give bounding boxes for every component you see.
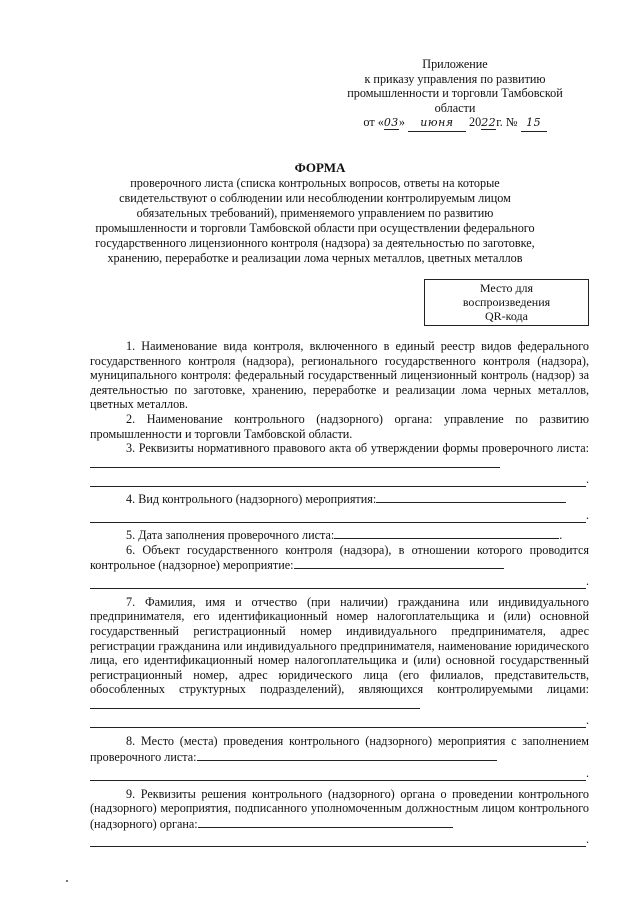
appendix-line: Приложение bbox=[422, 57, 488, 71]
qr-code-placeholder: Место для воспроизведения QR-кода bbox=[424, 279, 589, 326]
appendix-date: от «03» июня 2022г. № 15 bbox=[330, 115, 580, 132]
appendix-line: области bbox=[434, 100, 476, 115]
item-9-field[interactable] bbox=[198, 816, 453, 828]
item-1: 1. Наименование вида контроля, включенного в единый реестр видов федерального государственного контроля (надзора), регионального государственного контроля (надзора), муниципального контроля: федеральный государственный лицензионный контроль (надзор) за деятельностью по заготовке, хранению, переработке и реализации лома черных металлов, цветных металлов. bbox=[90, 339, 589, 412]
item-5-field[interactable] bbox=[334, 527, 559, 539]
item-4-field-line[interactable] bbox=[90, 508, 586, 523]
item-6-field-line[interactable] bbox=[90, 574, 586, 589]
item-5: 5. Дата заполнения проверочного листа: . bbox=[126, 527, 563, 542]
form-title: ФОРМА bbox=[294, 160, 346, 175]
item-4: 4. Вид контрольного (надзорного) мероприятия: bbox=[90, 491, 589, 507]
item-6-field[interactable] bbox=[294, 557, 504, 569]
item-2: 2. Наименование контрольного (надзорного) органа: управление по развитию промышленности и торговли Тамбовской области. bbox=[90, 411, 589, 441]
form-subtitle: проверочного листа (списка контрольных вопросов, ответы на которые свидетельствуют о соблюдении или несоблюдении контролируемым лицом обязательных требований), применяемого управлением по развитию промышленности и торговли Тамбовской области при осуществлении федерального государственного лицензионного контроля (надзора) за деятельностью по заготовке, хранению, переработке и реализации лома черных металлов, цветных металлов bbox=[95, 176, 535, 265]
form-body: 1. Наименование вида контроля, включенного в единый реестр видов федерального государственного контроля (надзора), регионального государственного контроля (надзора), муниципального контроля: федеральный государственный лицензионный контроль (надзор) за деятельностью по заготовке, хранению, переработке и реализации лома черных металлов, цветных металлов. 2. Наименование контрольного (надзорного) органа: управление по развитию промышленности и торговли Тамбовской области. 3. Реквизиты нормативного правового акта об утверждении формы проверочного листа: . 4. Вид контрольного (надзорного) мероприятия: . 5. Дата заполнения проверочного листа: . 6. Объект государственного контроля (надзора), в отношении которого проводится контрольное (надзорное) мероприятие: . 7. Фамилия, имя и отчество (при наличии) гражданина или индивидуального предпринимателя, его идентификационный номер налогоплательщика и (или) основной государственный регистрационный номер индивидуального предпринимателя, адрес регистрации гражданина или индивидуального предпринимателя, наименование юридического лица, его идентификационный номер налогоплательщика и (или) основной государственный регистрационный номер, адрес юридического лица (его филиалов, представительств, обособленных структурных подразделений), являющихся контролируемыми лицами: . 8. Место (места) проведения контрольного (надзорного) мероприятия с заполнением проверочного листа: . 9. Реквизиты решения контрольного (надзорного) органа о проведении контрольного (надзорного) мероприятия, подписанного уполномоченным должностным лицом контрольного (надзорного) органа: . bbox=[90, 339, 589, 847]
item-6: 6. Объект государственного контроля (надзора), в отношении которого проводится контрольное (надзорное) мероприятие: bbox=[90, 542, 589, 573]
item-8-field[interactable] bbox=[197, 749, 497, 761]
item-9-field-line[interactable] bbox=[90, 832, 586, 847]
item-3-field[interactable] bbox=[90, 456, 500, 468]
item-4-field[interactable] bbox=[376, 491, 566, 503]
date-day: 03 bbox=[383, 116, 399, 129]
item-3-field-line[interactable] bbox=[90, 472, 586, 487]
date-month: июня bbox=[408, 116, 466, 132]
item-7: 7. Фамилия, имя и отчество (при наличии) гражданина или индивидуального предпринимателя, его идентификационный номер налогоплательщика и (или) основной государственный регистрационный номер индивидуального предпринимателя, адрес регистрации гражданина или индивидуального предпринимателя, наименование юридического лица, его идентификационный номер налогоплательщика и (или) основной государственный регистрационный номер, адрес юридического лица (его филиалов, представительств, обособленных структурных подразделений), являющихся контролируемыми лицами: bbox=[90, 595, 589, 713]
item-7-field[interactable] bbox=[90, 697, 420, 709]
appendix-line: промышленности и торговли Тамбовской bbox=[347, 86, 563, 100]
appendix-line: к приказу управления по развитию bbox=[364, 71, 546, 86]
appendix-block bbox=[330, 57, 580, 132]
item-9: 9. Реквизиты решения контрольного (надзорного) органа о проведении контрольного (надзорного) мероприятия, подписанного уполномоченным должностным лицом контрольного (надзорного) органа: bbox=[90, 786, 589, 831]
item-7-field-line[interactable] bbox=[90, 713, 586, 728]
item-8-field-line[interactable] bbox=[90, 766, 586, 781]
item-8: 8. Место (места) проведения контрольного (надзорного) мероприятия с заполнением проверочного листа: bbox=[90, 734, 589, 765]
item-3: 3. Реквизиты нормативного правового акта об утверждении формы проверочного листа: bbox=[90, 441, 589, 471]
order-number: 15 bbox=[521, 116, 547, 132]
date-year: 22 bbox=[481, 116, 497, 129]
scan-speck bbox=[66, 880, 68, 882]
